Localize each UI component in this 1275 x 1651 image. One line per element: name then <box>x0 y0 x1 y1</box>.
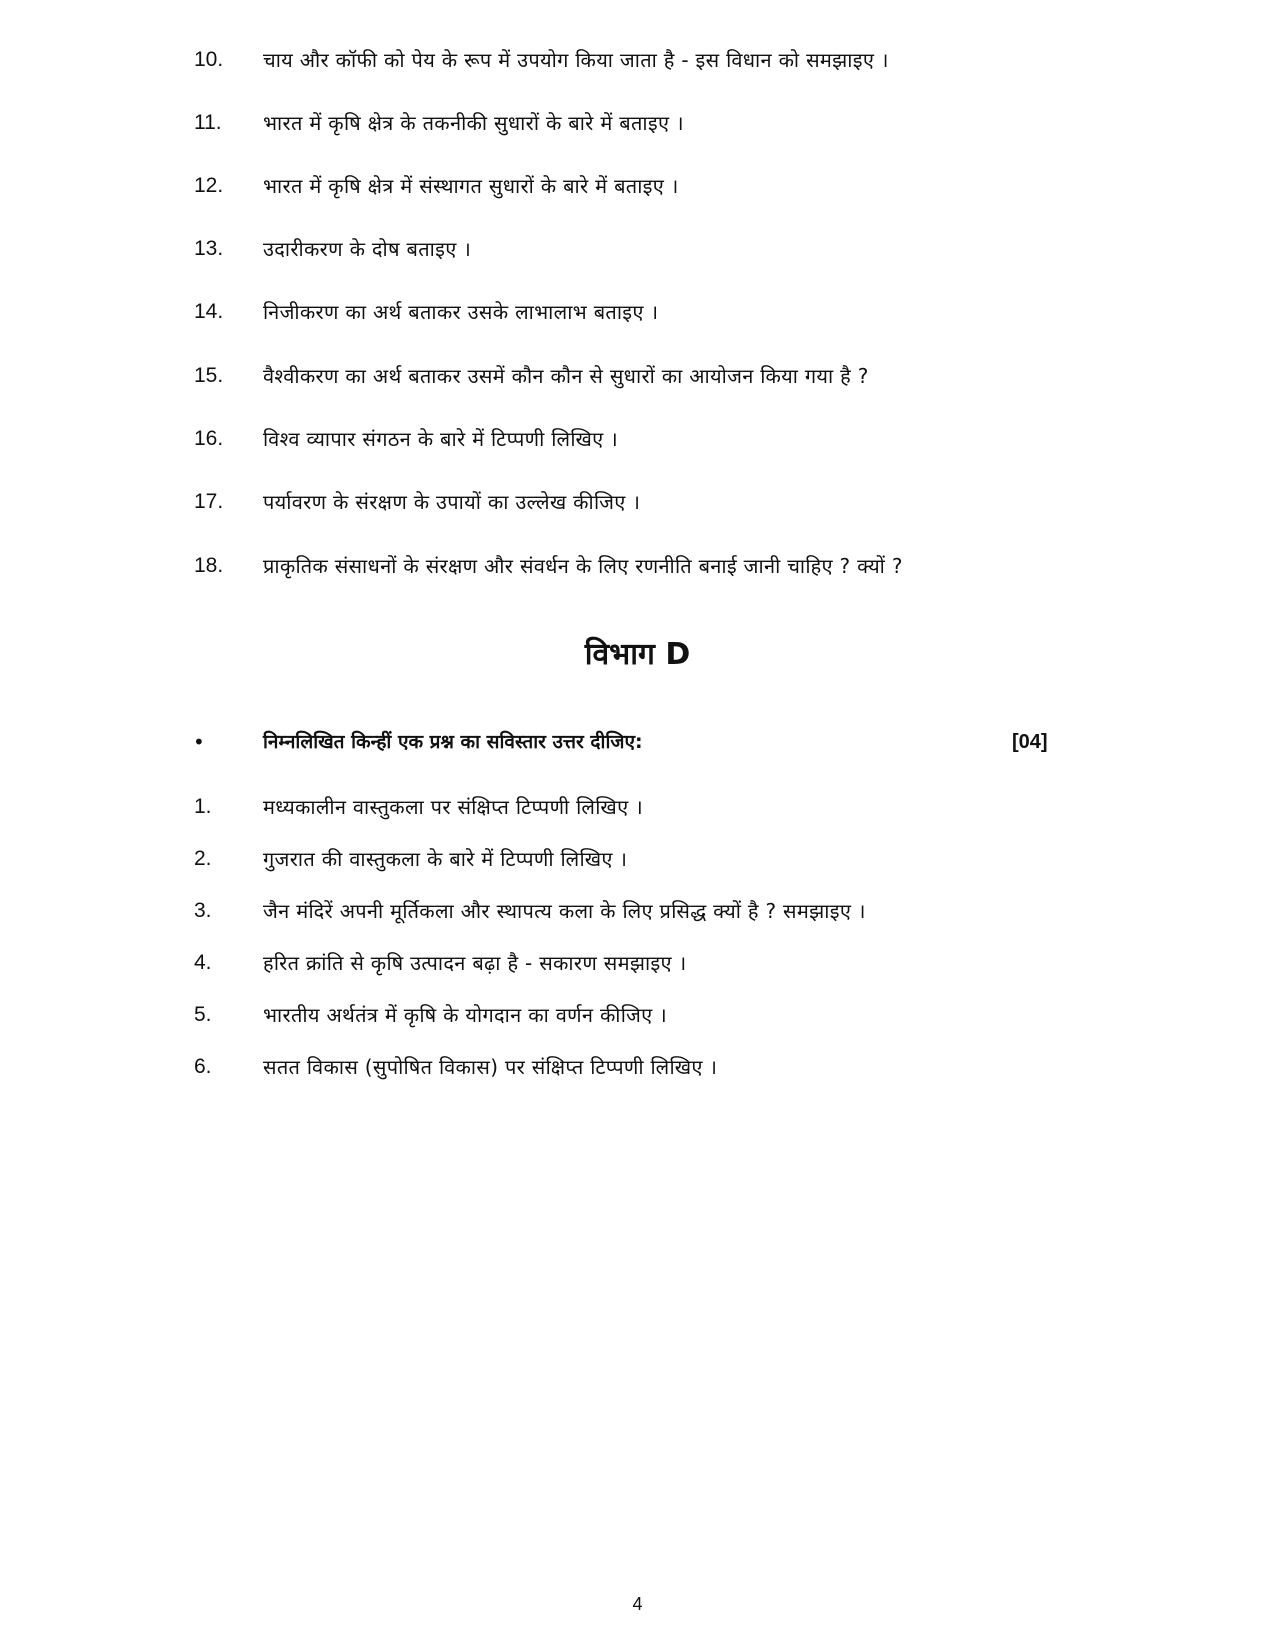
question-text: चाय और कॉफी को पेय के रूप में उपयोग किया जाता है - इस विधान को समझाइए । <box>263 48 889 72</box>
question-item <box>0 943 1275 983</box>
question-item <box>0 482 1275 522</box>
question-item <box>0 419 1275 459</box>
question-text: पर्यावरण के संरक्षण के उपायों का उल्लेख कीजिए । <box>263 490 641 514</box>
question-number: 14. <box>194 300 224 323</box>
question-text: जैन मंदिरें अपनी मूर्तिकला और स्थापत्य कला के लिए प्रसिद्ध क्यों है ? समझाइए । <box>263 899 866 923</box>
section-d-title: विभाग D <box>584 637 691 672</box>
question-text: उदारीकरण के दोष बताइए । <box>263 237 472 261</box>
question-item <box>0 103 1275 143</box>
question-text: भारतीय अर्थतंत्र में कृषि के योगदान का वर्णन कीजिए । <box>263 1003 667 1027</box>
instruction-text: निम्नलिखित किन्हीं एक प्रश्न का सविस्तार उत्तर दीजिए: <box>263 731 643 753</box>
question-item <box>0 1047 1275 1087</box>
question-text: गुजरात की वास्तुकला के बारे में टिप्पणी लिखिए । <box>263 847 628 871</box>
question-text: सतत विकास (सुपोषित विकास) पर संक्षिप्त टिप्पणी लिखिए । <box>263 1055 718 1079</box>
section-instruction <box>0 722 1275 762</box>
marks-label: [04] <box>1012 731 1048 753</box>
question-text: भारत में कृषि क्षेत्र में संस्थागत सुधारों के बारे में बताइए । <box>263 174 679 198</box>
question-text: प्राकृतिक संसाधनों के संरक्षण और संवर्धन के लिए रणनीति बनाई जानी चाहिए ? क्यों ? <box>263 554 903 578</box>
question-item <box>0 891 1275 931</box>
question-number: 18. <box>194 554 224 577</box>
question-number: 4. <box>194 951 212 974</box>
question-item <box>0 546 1275 586</box>
question-item <box>0 356 1275 396</box>
question-number: 1. <box>194 795 212 818</box>
question-item <box>0 995 1275 1035</box>
question-number: 6. <box>194 1055 212 1078</box>
page-number: 4 <box>632 1594 643 1614</box>
question-item <box>0 40 1275 80</box>
section-heading <box>0 633 1275 677</box>
question-text: भारत में कृषि क्षेत्र के तकनीकी सुधारों के बारे में बताइए । <box>263 111 684 135</box>
question-text: निजीकरण का अर्थ बताकर उसके लाभालाभ बताइए । <box>263 300 659 324</box>
question-item <box>0 292 1275 332</box>
question-item <box>0 839 1275 879</box>
question-text: विश्व व्यापार संगठन के बारे में टिप्पणी लिखिए । <box>263 427 619 451</box>
question-item <box>0 787 1275 827</box>
question-text: वैश्वीकरण का अर्थ बताकर उसमें कौन कौन से सुधारों का आयोजन किया गया है ? <box>263 364 869 388</box>
question-item <box>0 229 1275 269</box>
question-number: 2. <box>194 847 212 870</box>
question-text: मध्यकालीन वास्तुकला पर संक्षिप्त टिप्पणी लिखिए । <box>263 795 643 819</box>
question-number: 13. <box>194 237 224 260</box>
question-number: 5. <box>194 1003 212 1026</box>
question-item <box>0 166 1275 206</box>
question-number: 15. <box>194 364 224 387</box>
question-text: हरित क्रांति से कृषि उत्पादन बढ़ा है - सकारण समझाइए । <box>263 951 687 975</box>
question-number: 12. <box>194 174 224 197</box>
question-number: 16. <box>194 427 224 450</box>
question-number: 11. <box>194 111 222 134</box>
question-number: 3. <box>194 899 212 922</box>
bullet-icon: • <box>193 730 205 754</box>
question-number: 17. <box>194 490 224 513</box>
question-number: 10. <box>194 48 224 71</box>
